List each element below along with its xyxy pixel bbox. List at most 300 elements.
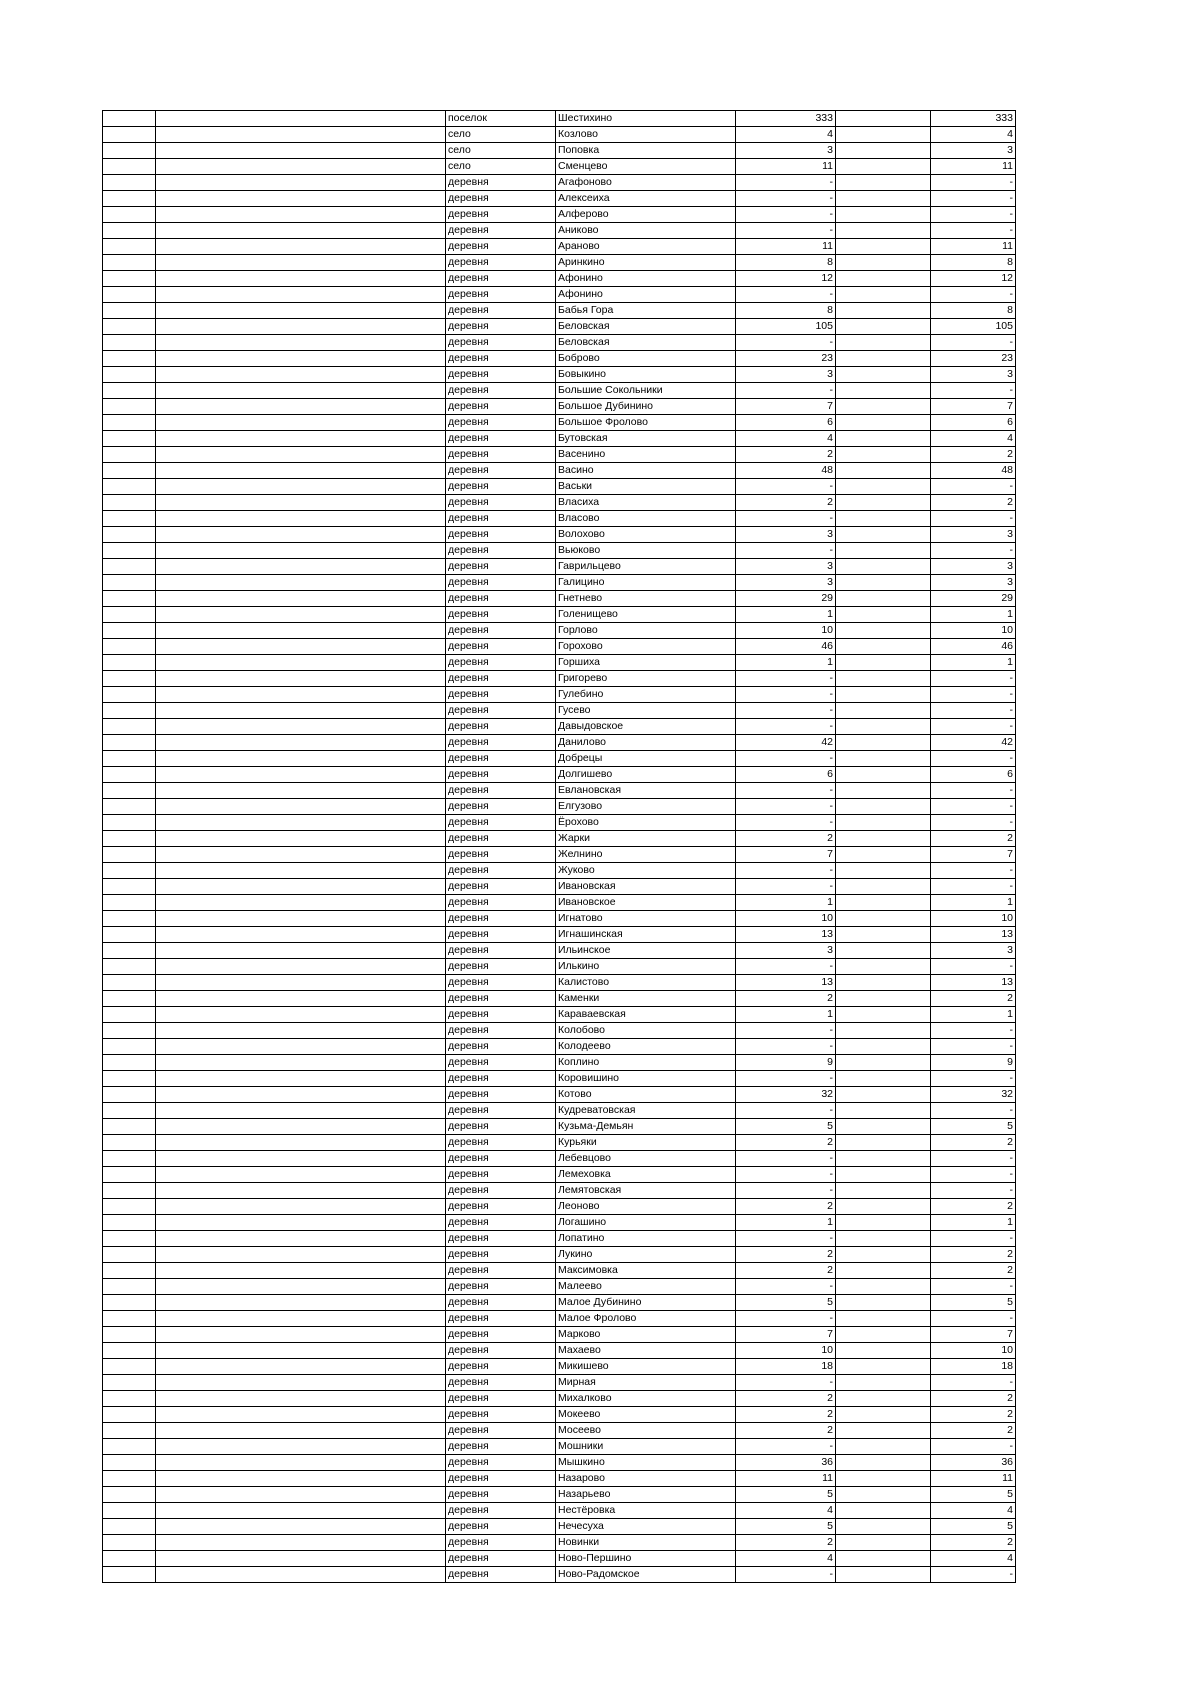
blank-cell-b	[156, 623, 446, 639]
total-count-cell: 5	[736, 1295, 836, 1311]
table-row	[103, 463, 1016, 479]
table-row	[103, 687, 1016, 703]
table-row	[103, 943, 1016, 959]
settlement-type-cell: деревня	[446, 991, 556, 1007]
table-row	[103, 527, 1016, 543]
settlement-type-cell: деревня	[446, 463, 556, 479]
blank-cell-a	[103, 863, 156, 879]
settlement-type-cell: деревня	[446, 1343, 556, 1359]
table-row	[103, 335, 1016, 351]
value-count-cell: 13	[931, 927, 1016, 943]
blank-cell-c	[836, 1231, 931, 1247]
settlement-name-cell: Араново	[556, 239, 736, 255]
value-count-cell: 42	[931, 735, 1016, 751]
settlement-type-cell: деревня	[446, 479, 556, 495]
settlement-name-cell: Ново-Радомское	[556, 1567, 736, 1583]
blank-cell-a	[103, 847, 156, 863]
blank-cell-b	[156, 1263, 446, 1279]
blank-cell-a	[103, 527, 156, 543]
total-count-cell: -	[736, 383, 836, 399]
blank-cell-c	[836, 479, 931, 495]
value-count-cell: 1	[931, 607, 1016, 623]
settlement-type-cell: деревня	[446, 767, 556, 783]
settlement-name-cell: Голенищево	[556, 607, 736, 623]
settlement-type-cell: деревня	[446, 1279, 556, 1295]
value-count-cell: 29	[931, 591, 1016, 607]
settlement-name-cell: Алферово	[556, 207, 736, 223]
blank-cell-c	[836, 1343, 931, 1359]
total-count-cell: 3	[736, 367, 836, 383]
settlement-type-cell: село	[446, 127, 556, 143]
total-count-cell: 2	[736, 991, 836, 1007]
blank-cell-b	[156, 1007, 446, 1023]
blank-cell-b	[156, 911, 446, 927]
blank-cell-a	[103, 1295, 156, 1311]
blank-cell-a	[103, 1247, 156, 1263]
total-count-cell: 2	[736, 495, 836, 511]
settlement-name-cell: Большое Дубинино	[556, 399, 736, 415]
table-row	[103, 367, 1016, 383]
total-count-cell: 11	[736, 159, 836, 175]
table-row	[103, 1263, 1016, 1279]
table-row	[103, 1551, 1016, 1567]
value-count-cell: -	[931, 1279, 1016, 1295]
blank-cell-a	[103, 1071, 156, 1087]
settlement-type-cell: деревня	[446, 1375, 556, 1391]
blank-cell-b	[156, 335, 446, 351]
blank-cell-c	[836, 447, 931, 463]
blank-cell-c	[836, 1311, 931, 1327]
total-count-cell: 3	[736, 143, 836, 159]
blank-cell-c	[836, 575, 931, 591]
value-count-cell: 2	[931, 1263, 1016, 1279]
blank-cell-b	[156, 159, 446, 175]
blank-cell-b	[156, 1039, 446, 1055]
settlement-type-cell: деревня	[446, 1439, 556, 1455]
total-count-cell: 3	[736, 527, 836, 543]
blank-cell-a	[103, 1343, 156, 1359]
blank-cell-a	[103, 1135, 156, 1151]
settlement-name-cell: Волохово	[556, 527, 736, 543]
total-count-cell: -	[736, 1071, 836, 1087]
total-count-cell: -	[736, 815, 836, 831]
blank-cell-c	[836, 255, 931, 271]
value-count-cell: 6	[931, 415, 1016, 431]
settlement-type-cell: деревня	[446, 495, 556, 511]
total-count-cell: -	[736, 479, 836, 495]
blank-cell-c	[836, 655, 931, 671]
blank-cell-b	[156, 527, 446, 543]
table-row	[103, 911, 1016, 927]
settlement-type-cell: деревня	[446, 895, 556, 911]
settlement-type-cell: деревня	[446, 623, 556, 639]
settlement-type-cell: деревня	[446, 191, 556, 207]
blank-cell-b	[156, 319, 446, 335]
blank-cell-c	[836, 559, 931, 575]
total-count-cell: -	[736, 175, 836, 191]
blank-cell-a	[103, 1407, 156, 1423]
blank-cell-c	[836, 159, 931, 175]
blank-cell-a	[103, 1503, 156, 1519]
table-row	[103, 751, 1016, 767]
blank-cell-a	[103, 703, 156, 719]
total-count-cell: 2	[736, 1407, 836, 1423]
table-row	[103, 783, 1016, 799]
blank-cell-c	[836, 751, 931, 767]
blank-cell-b	[156, 927, 446, 943]
settlement-type-cell: деревня	[446, 1423, 556, 1439]
total-count-cell: 5	[736, 1487, 836, 1503]
value-count-cell: 10	[931, 911, 1016, 927]
table-row	[103, 191, 1016, 207]
table-row	[103, 1471, 1016, 1487]
table-row	[103, 415, 1016, 431]
table-row	[103, 399, 1016, 415]
blank-cell-b	[156, 175, 446, 191]
value-count-cell: -	[931, 383, 1016, 399]
value-count-cell: 7	[931, 1327, 1016, 1343]
settlement-name-cell: Коплино	[556, 1055, 736, 1071]
total-count-cell: -	[736, 703, 836, 719]
value-count-cell: 5	[931, 1487, 1016, 1503]
table-row	[103, 479, 1016, 495]
blank-cell-b	[156, 1503, 446, 1519]
blank-cell-b	[156, 1295, 446, 1311]
settlement-type-cell: деревня	[446, 1455, 556, 1471]
blank-cell-c	[836, 1087, 931, 1103]
table-row	[103, 271, 1016, 287]
total-count-cell: 5	[736, 1119, 836, 1135]
table-row	[103, 1487, 1016, 1503]
blank-cell-c	[836, 1119, 931, 1135]
settlement-type-cell: деревня	[446, 815, 556, 831]
blank-cell-a	[103, 255, 156, 271]
settlement-name-cell: Афонино	[556, 287, 736, 303]
value-count-cell: 7	[931, 399, 1016, 415]
blank-cell-a	[103, 431, 156, 447]
total-count-cell: 10	[736, 1343, 836, 1359]
blank-cell-b	[156, 895, 446, 911]
total-count-cell: -	[736, 1567, 836, 1583]
value-count-cell: 3	[931, 527, 1016, 543]
blank-cell-c	[836, 799, 931, 815]
table-row	[103, 559, 1016, 575]
blank-cell-c	[836, 1455, 931, 1471]
blank-cell-b	[156, 223, 446, 239]
blank-cell-c	[836, 703, 931, 719]
blank-cell-b	[156, 1327, 446, 1343]
settlement-type-cell: деревня	[446, 511, 556, 527]
settlement-name-cell: Данилово	[556, 735, 736, 751]
blank-cell-c	[836, 1215, 931, 1231]
settlement-type-cell: деревня	[446, 351, 556, 367]
total-count-cell: -	[736, 863, 836, 879]
blank-cell-b	[156, 575, 446, 591]
blank-cell-c	[836, 1135, 931, 1151]
blank-cell-b	[156, 1167, 446, 1183]
blank-cell-b	[156, 735, 446, 751]
value-count-cell: -	[931, 959, 1016, 975]
total-count-cell: 48	[736, 463, 836, 479]
value-count-cell: 18	[931, 1359, 1016, 1375]
settlement-name-cell: Сменцево	[556, 159, 736, 175]
table-row	[103, 1231, 1016, 1247]
value-count-cell: -	[931, 1071, 1016, 1087]
settlement-type-cell: деревня	[446, 399, 556, 415]
settlement-name-cell: Афонино	[556, 271, 736, 287]
blank-cell-c	[836, 543, 931, 559]
blank-cell-c	[836, 1023, 931, 1039]
blank-cell-a	[103, 1551, 156, 1567]
settlement-name-cell: Гаврильцево	[556, 559, 736, 575]
value-count-cell: 2	[931, 1135, 1016, 1151]
blank-cell-c	[836, 927, 931, 943]
settlement-type-cell: деревня	[446, 1199, 556, 1215]
total-count-cell: 1	[736, 655, 836, 671]
settlement-type-cell: деревня	[446, 559, 556, 575]
settlement-name-cell: Ёрохово	[556, 815, 736, 831]
value-count-cell: 2	[931, 1199, 1016, 1215]
blank-cell-a	[103, 1471, 156, 1487]
total-count-cell: 1	[736, 607, 836, 623]
settlement-name-cell: Горлово	[556, 623, 736, 639]
settlement-type-cell: деревня	[446, 383, 556, 399]
settlement-type-cell: деревня	[446, 1087, 556, 1103]
settlement-name-cell: Долгишево	[556, 767, 736, 783]
total-count-cell: 10	[736, 911, 836, 927]
blank-cell-a	[103, 143, 156, 159]
table-row	[103, 1327, 1016, 1343]
value-count-cell: -	[931, 1151, 1016, 1167]
blank-cell-a	[103, 351, 156, 367]
settlement-type-cell: деревня	[446, 1119, 556, 1135]
table-row	[103, 895, 1016, 911]
blank-cell-c	[836, 175, 931, 191]
table-row	[103, 383, 1016, 399]
settlement-type-cell: деревня	[446, 527, 556, 543]
settlement-name-cell: Большое Фролово	[556, 415, 736, 431]
settlement-name-cell: Мосеево	[556, 1423, 736, 1439]
blank-cell-a	[103, 1183, 156, 1199]
blank-cell-a	[103, 783, 156, 799]
settlement-type-cell: поселок	[446, 111, 556, 127]
blank-cell-b	[156, 383, 446, 399]
blank-cell-c	[836, 303, 931, 319]
total-count-cell: 3	[736, 575, 836, 591]
blank-cell-c	[836, 687, 931, 703]
blank-cell-b	[156, 1311, 446, 1327]
table-row	[103, 127, 1016, 143]
blank-cell-b	[156, 639, 446, 655]
value-count-cell: 4	[931, 1503, 1016, 1519]
value-count-cell: -	[931, 687, 1016, 703]
blank-cell-a	[103, 1423, 156, 1439]
settlement-name-cell: Жуково	[556, 863, 736, 879]
blank-cell-c	[836, 239, 931, 255]
settlement-name-cell: Вьюково	[556, 543, 736, 559]
settlement-name-cell: Назарьево	[556, 1487, 736, 1503]
value-count-cell: 11	[931, 239, 1016, 255]
blank-cell-c	[836, 895, 931, 911]
blank-cell-a	[103, 1199, 156, 1215]
value-count-cell: -	[931, 335, 1016, 351]
value-count-cell: 11	[931, 1471, 1016, 1487]
blank-cell-b	[156, 879, 446, 895]
settlement-name-cell: Илькино	[556, 959, 736, 975]
blank-cell-a	[103, 1359, 156, 1375]
blank-cell-c	[836, 1167, 931, 1183]
settlement-type-cell: деревня	[446, 735, 556, 751]
blank-cell-b	[156, 191, 446, 207]
value-count-cell: -	[931, 1439, 1016, 1455]
blank-cell-c	[836, 671, 931, 687]
blank-cell-a	[103, 447, 156, 463]
settlement-type-cell: деревня	[446, 799, 556, 815]
table-row	[103, 831, 1016, 847]
blank-cell-b	[156, 975, 446, 991]
blank-cell-a	[103, 799, 156, 815]
total-count-cell: -	[736, 1023, 836, 1039]
settlement-type-cell: деревня	[446, 1007, 556, 1023]
blank-cell-a	[103, 111, 156, 127]
table-row	[103, 495, 1016, 511]
blank-cell-a	[103, 1567, 156, 1583]
settlement-name-cell: Максимовка	[556, 1263, 736, 1279]
blank-cell-c	[836, 1071, 931, 1087]
blank-cell-a	[103, 751, 156, 767]
blank-cell-c	[836, 1439, 931, 1455]
total-count-cell: 4	[736, 431, 836, 447]
blank-cell-b	[156, 1391, 446, 1407]
blank-cell-c	[836, 1327, 931, 1343]
settlement-type-cell: деревня	[446, 335, 556, 351]
table-row	[103, 975, 1016, 991]
settlement-type-cell: деревня	[446, 1519, 556, 1535]
blank-cell-b	[156, 287, 446, 303]
table-row	[103, 1199, 1016, 1215]
blank-cell-c	[836, 911, 931, 927]
blank-cell-c	[836, 1007, 931, 1023]
settlement-name-cell: Гусево	[556, 703, 736, 719]
table-row	[103, 543, 1016, 559]
blank-cell-b	[156, 1535, 446, 1551]
blank-cell-a	[103, 735, 156, 751]
blank-cell-b	[156, 1519, 446, 1535]
table-row	[103, 1151, 1016, 1167]
blank-cell-a	[103, 1151, 156, 1167]
blank-cell-b	[156, 719, 446, 735]
settlement-name-cell: Караваевская	[556, 1007, 736, 1023]
blank-cell-b	[156, 495, 446, 511]
total-count-cell: -	[736, 1151, 836, 1167]
blank-cell-c	[836, 399, 931, 415]
table-row	[103, 303, 1016, 319]
blank-cell-c	[836, 335, 931, 351]
total-count-cell: 2	[736, 831, 836, 847]
value-count-cell: 7	[931, 847, 1016, 863]
blank-cell-b	[156, 543, 446, 559]
blank-cell-b	[156, 831, 446, 847]
blank-cell-a	[103, 831, 156, 847]
settlement-type-cell: деревня	[446, 1071, 556, 1087]
settlement-type-cell: деревня	[446, 879, 556, 895]
value-count-cell: -	[931, 223, 1016, 239]
settlement-type-cell: деревня	[446, 255, 556, 271]
blank-cell-a	[103, 399, 156, 415]
total-count-cell: 1	[736, 1007, 836, 1023]
blank-cell-c	[836, 959, 931, 975]
total-count-cell: -	[736, 1167, 836, 1183]
settlement-type-cell: деревня	[446, 1551, 556, 1567]
blank-cell-a	[103, 639, 156, 655]
total-count-cell: 12	[736, 271, 836, 287]
blank-cell-c	[836, 143, 931, 159]
blank-cell-c	[836, 431, 931, 447]
settlement-table	[102, 110, 1016, 1583]
table-row	[103, 1391, 1016, 1407]
value-count-cell: 2	[931, 831, 1016, 847]
value-count-cell: -	[931, 1567, 1016, 1583]
table-row	[103, 1135, 1016, 1151]
total-count-cell: -	[736, 1183, 836, 1199]
settlement-name-cell: Васенино	[556, 447, 736, 463]
table-row	[103, 175, 1016, 191]
blank-cell-c	[836, 783, 931, 799]
table-row	[103, 879, 1016, 895]
blank-cell-b	[156, 671, 446, 687]
table-row	[103, 799, 1016, 815]
settlement-name-cell: Жарки	[556, 831, 736, 847]
blank-cell-b	[156, 1071, 446, 1087]
blank-cell-a	[103, 1279, 156, 1295]
blank-cell-b	[156, 751, 446, 767]
blank-cell-a	[103, 1375, 156, 1391]
blank-cell-c	[836, 863, 931, 879]
total-count-cell: 4	[736, 1551, 836, 1567]
table-row	[103, 1439, 1016, 1455]
value-count-cell: 2	[931, 991, 1016, 1007]
table-row	[103, 351, 1016, 367]
blank-cell-a	[103, 1231, 156, 1247]
value-count-cell: -	[931, 863, 1016, 879]
blank-cell-b	[156, 1231, 446, 1247]
blank-cell-c	[836, 207, 931, 223]
total-count-cell: 3	[736, 943, 836, 959]
blank-cell-a	[103, 1519, 156, 1535]
blank-cell-a	[103, 911, 156, 927]
settlement-name-cell: Нестёровка	[556, 1503, 736, 1519]
blank-cell-a	[103, 1103, 156, 1119]
settlement-name-cell: Ильинское	[556, 943, 736, 959]
table-row	[103, 1567, 1016, 1583]
value-count-cell: 13	[931, 975, 1016, 991]
blank-cell-a	[103, 191, 156, 207]
blank-cell-a	[103, 1055, 156, 1071]
settlement-type-cell: деревня	[446, 1247, 556, 1263]
value-count-cell: 48	[931, 463, 1016, 479]
blank-cell-b	[156, 1343, 446, 1359]
table-row	[103, 1039, 1016, 1055]
settlement-name-cell: Мошники	[556, 1439, 736, 1455]
total-count-cell: -	[736, 687, 836, 703]
value-count-cell: 32	[931, 1087, 1016, 1103]
blank-cell-a	[103, 1487, 156, 1503]
blank-cell-a	[103, 623, 156, 639]
value-count-cell: -	[931, 815, 1016, 831]
blank-cell-a	[103, 367, 156, 383]
settlement-type-cell: деревня	[446, 1215, 556, 1231]
value-count-cell: -	[931, 511, 1016, 527]
